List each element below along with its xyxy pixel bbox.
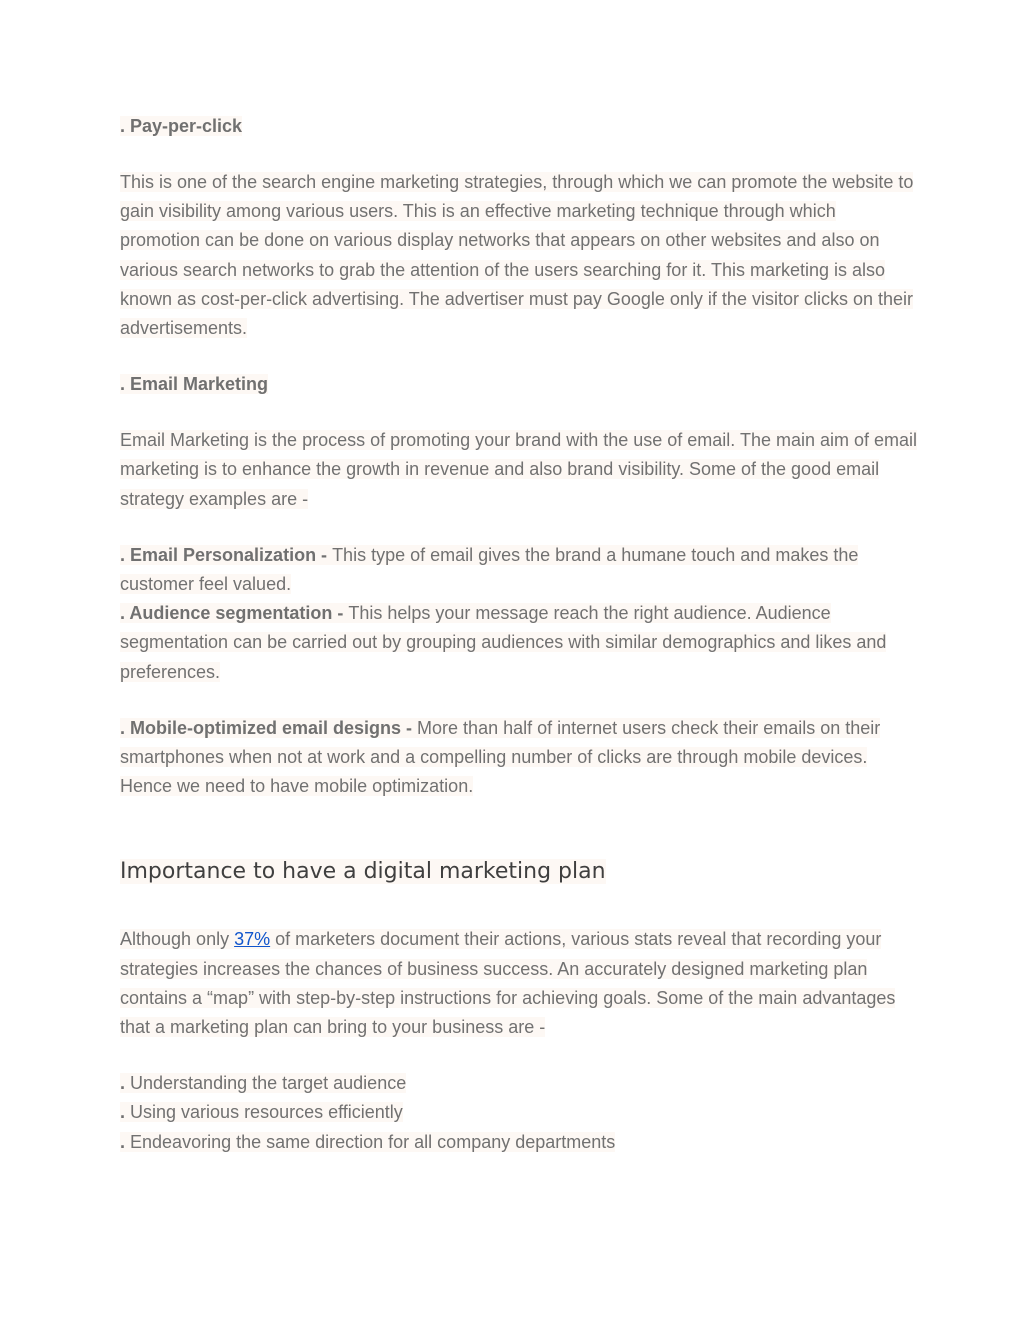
ppc-heading: . Pay-per-click xyxy=(120,116,243,136)
list-item: . Using various resources efficiently xyxy=(120,1102,403,1123)
email-personalization-text: This type of email gives the brand a humane touch and makes the customer feel valued. xyxy=(120,544,859,595)
email-marketing-paragraph: Email Marketing is the process of promoting your brand with the use of email. The main aim of email marketing is to enhance the growth in revenue and also brand visibility. Some of the good email strategy examples are - xyxy=(120,430,918,509)
audience-segmentation-item xyxy=(120,599,920,687)
mobile-optimized-text: More than half of internet users check their emails on their smartphones when not at work and a compelling number of clicks are through mobile devices. Hence we need to have mobile optimization. xyxy=(120,717,881,797)
bullet: . xyxy=(120,1102,126,1123)
mobile-optimized-label: . Mobile-optimized email designs - xyxy=(120,717,418,738)
bullet: . xyxy=(120,1131,126,1152)
stat-link[interactable]: 37% xyxy=(234,929,271,950)
email-personalization-label: . Email Personalization - xyxy=(120,544,333,565)
bullet: . xyxy=(120,1073,126,1094)
audience-segmentation-label: . Audience segmentation - xyxy=(120,603,349,624)
ppc-paragraph: This is one of the search engine marketing strategies, through which we can promote the website to gain visibility among various users. This is an effective marketing technique through which promotion can be done on various display networks that appears on other websites and also on various search networks to grab the attention of the users searching for it. This marketing is also known as cost-per-click advertising. The advertiser must pay Google only if the visitor clicks on their advertisements. xyxy=(120,172,914,339)
list-item: . Endeavoring the same direction for all company departments xyxy=(120,1131,616,1152)
plan-advantages-list xyxy=(120,1069,920,1157)
audience-segmentation-text: This helps your message reach the right audience. Audience segmentation can be carried out by grouping audiences with similar demographics and likes and preferences. xyxy=(120,603,887,682)
email-personalization-item xyxy=(120,541,920,599)
list-item: . Understanding the target audience xyxy=(120,1073,407,1094)
mobile-optimized-item xyxy=(120,714,920,802)
plan-paragraph: Although only 37% of marketers document their actions, various stats reveal that recording your strategies increases the chances of business success. An accurately designed marketing plan contains a “map” with step-by-step instructions for achieving goals. Some of the main advantages that a marketing plan can bring to your business are - xyxy=(120,929,896,1038)
plan-title: Importance to have a digital marketing plan xyxy=(120,859,606,885)
document-page xyxy=(120,112,920,1157)
email-marketing-heading: . Email Marketing xyxy=(120,374,269,395)
